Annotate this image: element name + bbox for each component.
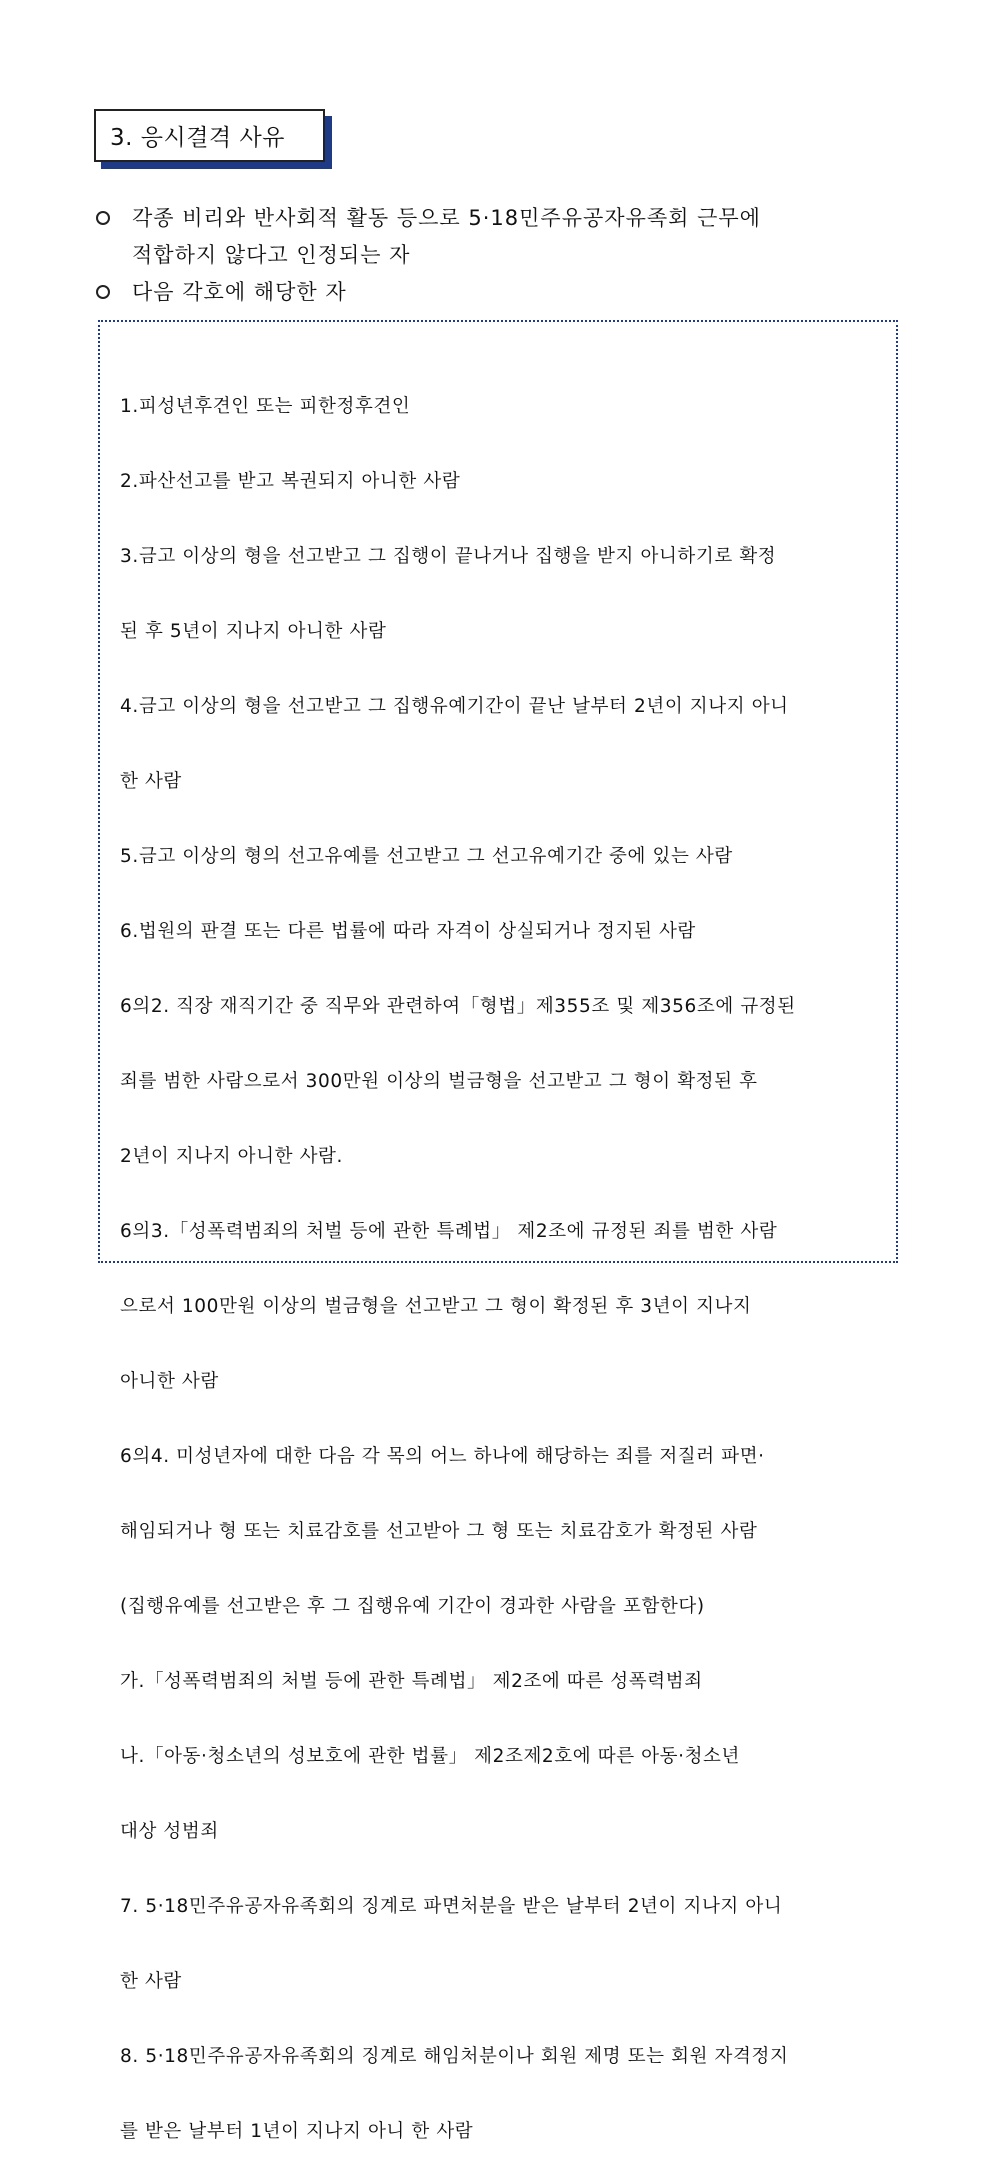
list-line: 7. 5·18민주유공자유족회의 징계로 파면처분을 받은 날부터 2년이 지나지 아니 (120, 1896, 783, 1917)
list-line: 아니한 사람 (120, 1371, 219, 1392)
list-line: 죄를 범한 사람으로서 300만원 이상의 벌금형을 선고받고 그 형이 확정된 후 (120, 1071, 758, 1092)
list-line: 2.파산선고를 받고 복권되지 아니한 사람 (120, 471, 461, 492)
list-line: 를 받은 날부터 1년이 지나지 아니 한 사람 (120, 2121, 474, 2142)
section-heading: 3. 응시결격 사유 (110, 125, 285, 151)
list-line: 대상 성범죄 (120, 1821, 219, 1842)
list-line: 6의2. 직장 재직기간 중 직무와 관련하여「형법」제355조 및 제356조에 규정된 (120, 996, 796, 1017)
bullet-text-line: 다음 각호에 해당한 자 (132, 280, 347, 304)
list-line: (집행유예를 선고받은 후 그 집행유예 기간이 경과한 사람을 포함한다) (120, 1596, 705, 1617)
list-line: 8. 5·18민주유공자유족회의 징계로 해임처분이나 회원 제명 또는 회원 자격정지 (120, 2046, 789, 2067)
list-line: 해임되거나 형 또는 치료감호를 선고받아 그 형 또는 치료감호가 확정된 사람 (120, 1521, 758, 1542)
list-line: 2년이 지나지 아니한 사람. (120, 1146, 344, 1167)
circle-bullet-icon (96, 285, 110, 299)
list-line: 5.금고 이상의 형의 선고유예를 선고받고 그 선고유예기간 중에 있는 사람 (120, 846, 733, 867)
bullet-text-line: 적합하지 않다고 인정되는 자 (132, 243, 411, 267)
list-line: 1.피성년후견인 또는 피한정후견인 (120, 396, 411, 417)
bullet-list (96, 200, 916, 311)
list-line: 6의3.「성폭력범죄의 처벌 등에 관한 특례법」 제2조에 규정된 죄를 범한 사람 (120, 1221, 778, 1242)
list-line: 한 사람 (120, 1971, 182, 1992)
list-line: 한 사람 (120, 771, 182, 792)
bullet-item (96, 200, 916, 274)
bullet-item (96, 274, 916, 311)
circle-bullet-icon (96, 211, 110, 225)
list-line: 가.「성폭력범죄의 처벌 등에 관한 특례법」 제2조에 따른 성폭력범죄 (120, 1671, 703, 1692)
bullet-text-line: 각종 비리와 반사회적 활동 등으로 5·18민주유공자유족회 근무에 (132, 206, 761, 230)
list-line: 6의4. 미성년자에 대한 다음 각 목의 어느 하나에 해당하는 죄를 저질러 파면· (120, 1446, 765, 1467)
list-line: 6.법원의 판결 또는 다른 법률에 따라 자격이 상실되거나 정지된 사람 (120, 921, 696, 942)
heading-frame (94, 109, 325, 162)
list-line: 나.「아동·청소년의 성보호에 관한 법률」 제2조제2호에 따른 아동·청소년 (120, 1746, 740, 1767)
list-line: 으로서 100만원 이상의 벌금형을 선고받고 그 형이 확정된 후 3년이 지나지 (120, 1296, 752, 1317)
list-line: 4.금고 이상의 형을 선고받고 그 집행유예기간이 끝난 날부터 2년이 지나지 아니 (120, 696, 789, 717)
list-line: 3.금고 이상의 형을 선고받고 그 집행이 끝나거나 집행을 받지 아니하기로 확정 (120, 546, 777, 567)
list-line: 된 후 5년이 지나지 아니한 사람 (120, 621, 387, 642)
disqualification-list (120, 350, 895, 2169)
